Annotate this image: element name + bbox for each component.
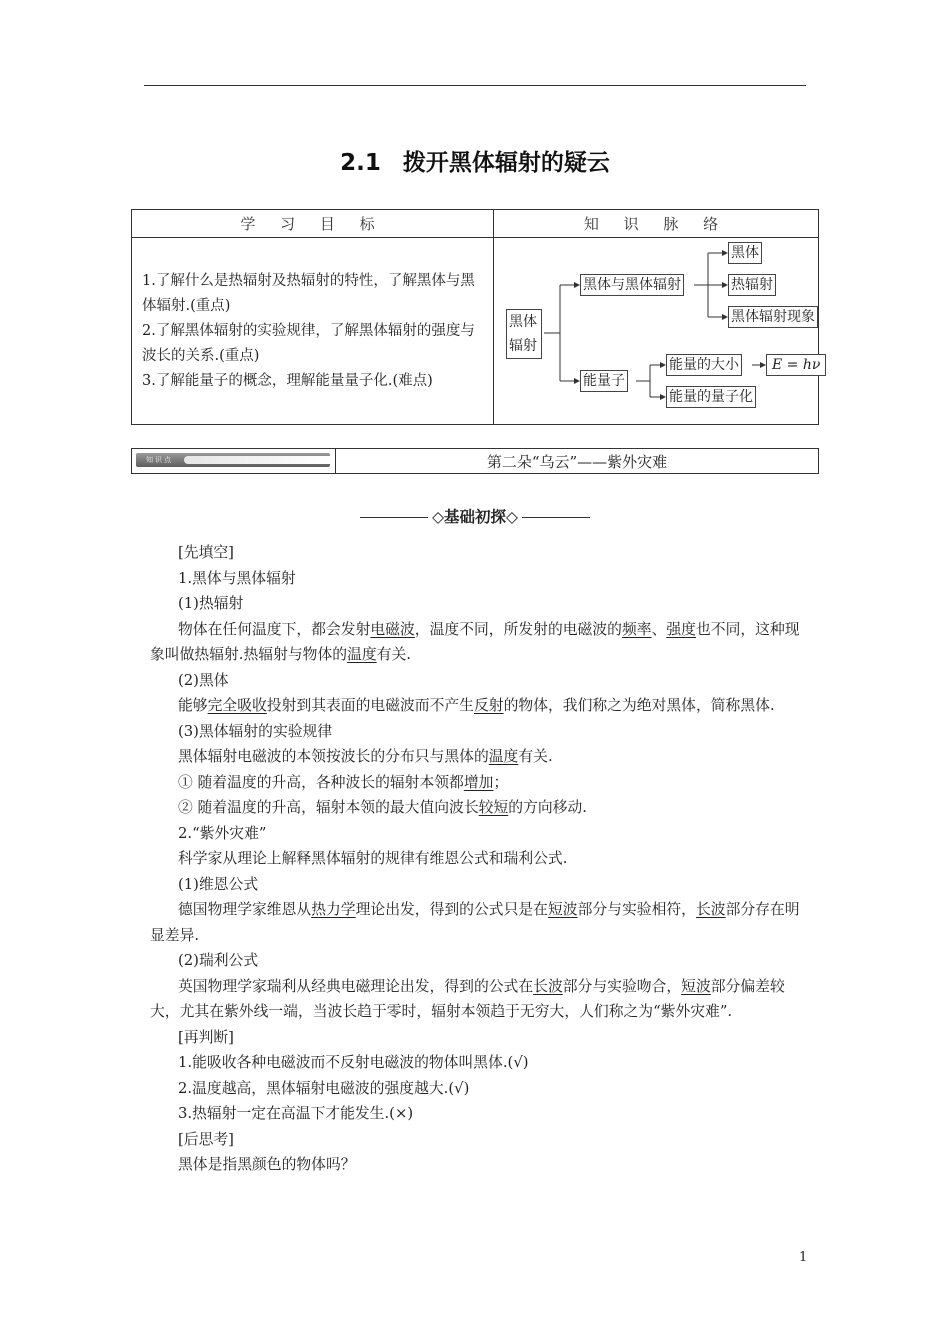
judge-item: 1.能吸收各种电磁波而不反射电磁波的物体叫黑体.(√)	[178, 1054, 529, 1071]
node-radiation-phenomenon: 黑体辐射现象	[728, 306, 818, 328]
knowledge-map	[494, 238, 819, 425]
section-heading	[0, 505, 950, 527]
goal-item: 1.了解什么是热辐射及热辐射的特性，了解黑体与黑体辐射.(重点)	[142, 272, 475, 314]
paragraph-thermal-radiation: 物体在任何温度下，都会发射电磁波，温度不同，所发射的电磁波的频率、强度也不同，这种现象叫做热辐射.热辐射与物体的温度有关.	[150, 620, 800, 663]
tag-judge: [再判断]	[178, 1028, 234, 1046]
paragraph-law: 黑体辐射电磁波的本领按波长的分布只与黑体的温度有关.	[178, 748, 553, 765]
subheading: (2)瑞利公式	[178, 952, 259, 969]
tag-think: [后思考]	[178, 1130, 234, 1148]
mind-map	[494, 238, 838, 424]
title-text: 拨开黑体辐射的疑云	[402, 150, 610, 176]
knowledge-point-title: 第二朵“乌云”——紫外灾难	[486, 453, 668, 471]
paragraph-blackbody: 能够完全吸收投射到其表面的电磁波而不产生反射的物体，我们称之为绝对黑体，简称黑体.	[178, 697, 775, 714]
section-heading-text: ◇基础初探◇	[432, 508, 518, 526]
goals-header: 学 习 目 标	[132, 210, 494, 238]
header-rule	[144, 85, 806, 86]
summary-table	[131, 209, 819, 425]
node-blackbody-radiation: 黑体与黑体辐射	[580, 274, 684, 296]
knowledge-point-badge	[136, 453, 330, 467]
content-body	[150, 540, 808, 1178]
judge-item: 3.热辐射一定在高温下才能发生.(×)	[178, 1105, 414, 1122]
node-energy-quantization: 能量的量子化	[666, 386, 756, 408]
map-header: 知 识 脉 络	[494, 210, 819, 238]
heading-1: 1.黑体与黑体辐射	[178, 569, 296, 587]
paragraph-wien: 德国物理学家维恩从热力学理论出发，得到的公式只是在短波部分与实验相符，长波部分存在明显差异.	[150, 901, 800, 944]
section-number: 2.1	[340, 150, 381, 176]
judge-item: 2.温度越高，黑体辐射电磁波的强度越大.(√)	[178, 1079, 470, 1097]
badge-label: 知识点	[146, 456, 173, 464]
paragraph-rayleigh: 英国物理学家瑞利从经典电磁理论出发，得到的公式在长波部分与实验吻合，短波部分偏差较大，尤其在紫外线一端，当波长趋于零时，辐射本领趋于无穷大，人们称之为“紫外灾难”.	[150, 977, 785, 1020]
node-energy-size: 能量的大小	[666, 354, 742, 376]
goal-item: 3.了解能量子的概念，理解能量量子化.(难点)	[142, 372, 433, 389]
node-energy-quantum: 能量子	[580, 370, 628, 392]
learning-goals	[132, 238, 494, 425]
paragraph: 科学家从理论上解释黑体辐射的规律有维恩公式和瑞利公式.	[178, 850, 568, 867]
paragraph-law-1: ① 随着温度的升高，各种波长的辐射本领都增加；	[178, 773, 509, 791]
subheading: (1)维恩公式	[178, 875, 259, 893]
heading-2: 2.“紫外灾难”	[178, 824, 267, 842]
page-title	[0, 144, 950, 177]
node-formula: E = hν	[766, 354, 826, 376]
node-root: 黑体辐射	[506, 309, 542, 359]
paragraph-law-2: ② 随着温度的升高，辐射本领的最大值向波长较短的方向移动.	[178, 799, 587, 816]
node-thermal-radiation: 热辐射	[728, 274, 776, 296]
page-number: 1	[799, 1250, 808, 1265]
subheading: (3)黑体辐射的实验规律	[178, 722, 333, 740]
question: 黑体是指黑颜色的物体吗？	[178, 1156, 356, 1173]
subheading: (2)黑体	[178, 671, 229, 689]
subheading: (1)热辐射	[178, 595, 244, 612]
tag-fill-blank: [先填空]	[178, 544, 234, 561]
goal-item: 2.了解黑体辐射的实验规律，了解黑体辐射的强度与波长的关系.(重点)	[142, 322, 475, 364]
knowledge-point-row	[131, 448, 819, 474]
node-blackbody: 黑体	[728, 242, 762, 264]
